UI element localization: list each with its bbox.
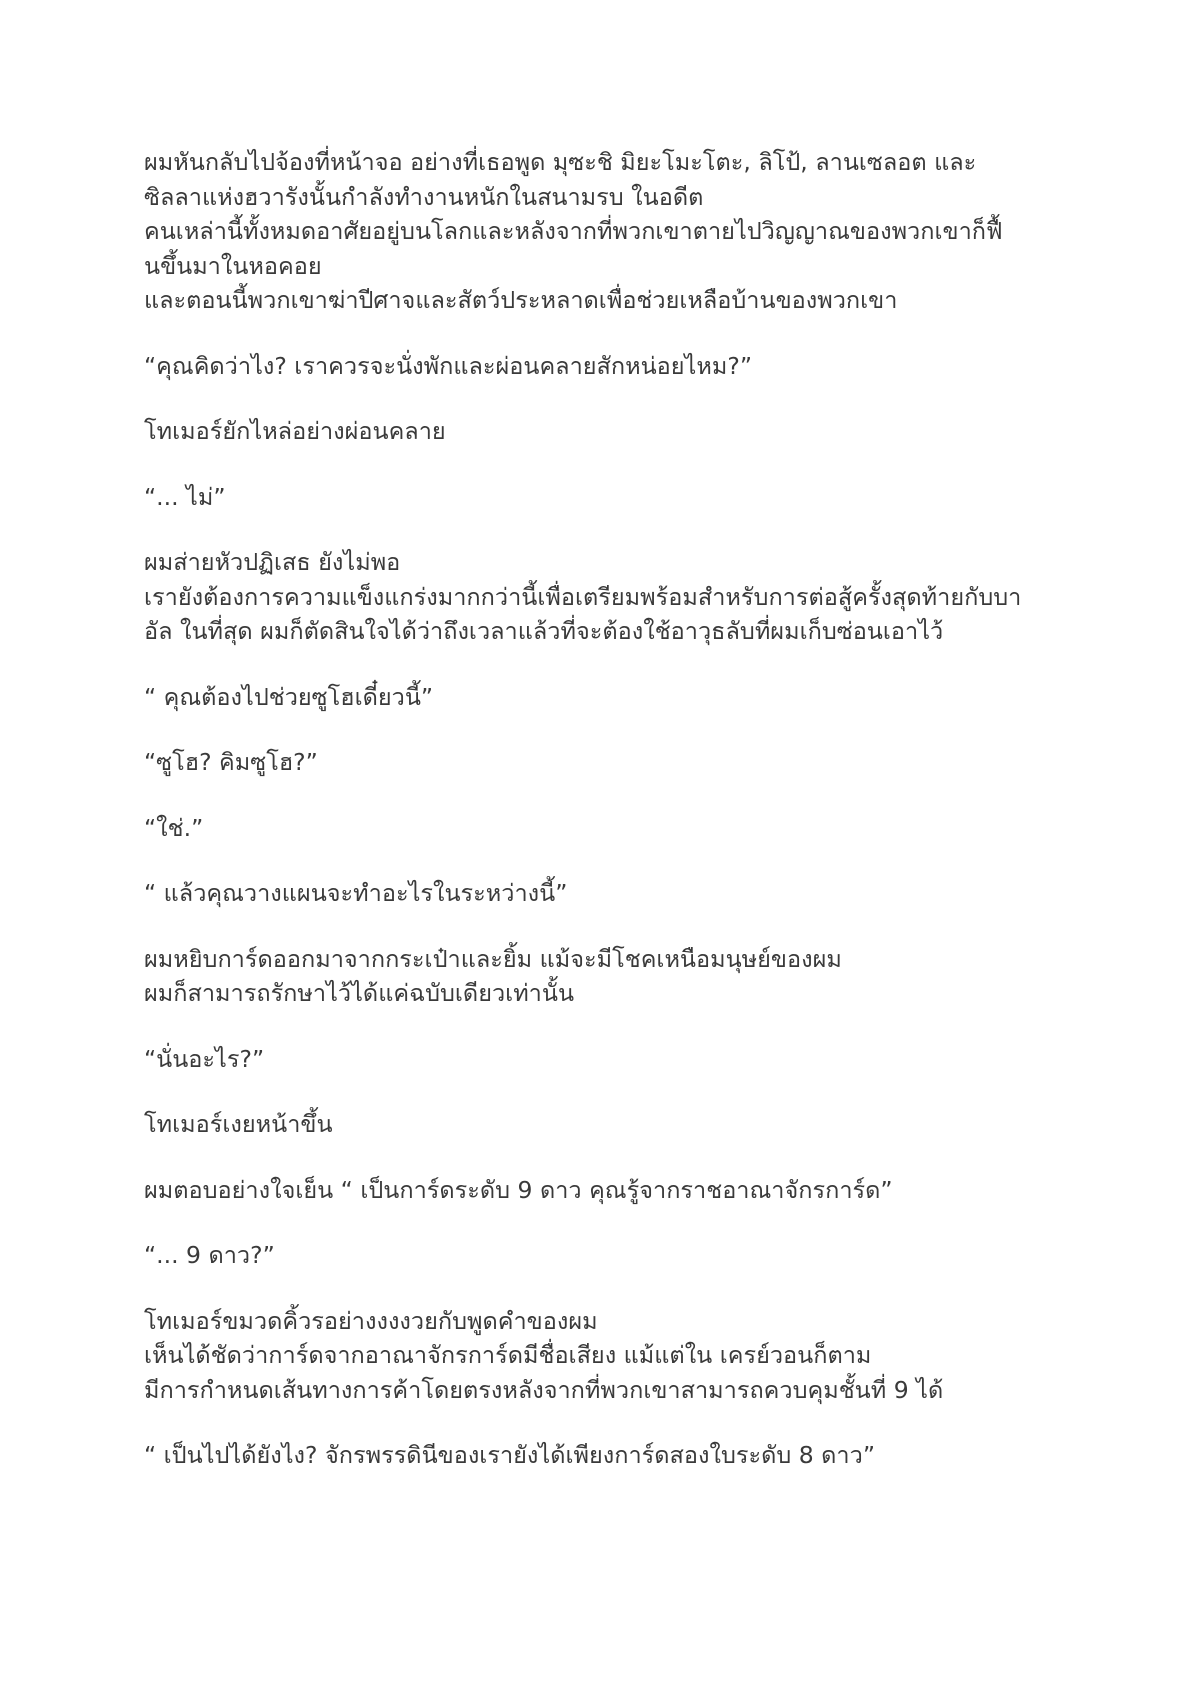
text-line: “ใช่.” xyxy=(144,813,204,842)
text-line: ซิลลาแห่งฮวารังนั้นกำลังทำงานหนักในสนามรบ ในอดีต xyxy=(144,182,704,211)
text-line: “... ไม่” xyxy=(144,482,226,511)
text-line: “ซูโฮ? คิมซูโฮ?” xyxy=(144,748,318,776)
paragraph xyxy=(144,1304,1064,1408)
paragraph xyxy=(144,545,1064,649)
paragraph xyxy=(144,1042,1064,1077)
text-line: ผมหันกลับไปจ้องที่หน้าจอ อย่างที่เธอพูด มุซะชิ มิยะโมะโตะ, ลิโป้, ลานเซลอต และ xyxy=(144,148,977,176)
text-line: “... 9 ดาว?” xyxy=(144,1241,275,1269)
paragraph xyxy=(144,745,1064,780)
paragraph xyxy=(144,942,1064,1011)
text-line: “คุณคิดว่าไง? เราควรจะนั่งพักและผ่อนคลายสักหน่อยไหม?” xyxy=(144,351,753,380)
text-line: ผมตอบอย่างใจเย็น “ เป็นการ์ดระดับ 9 ดาว คุณรู้จากราชอาณาจักรการ์ด” xyxy=(144,1175,893,1204)
paragraph xyxy=(144,414,1064,449)
paragraph xyxy=(144,1173,1064,1208)
text-line: ผมหยิบการ์ดออกมาจากกระเป๋าและยิ้ม แม้จะมีโชคเหนือมนุษย์ของผม xyxy=(144,944,842,973)
text-line: มีการกำหนดเส้นทางการค้าโดยตรงหลังจากที่พวกเขาสามารถควบคุมชั้นที่ 9 ได้ xyxy=(144,1375,944,1404)
text-line: เห็นได้ชัดว่าการ์ดจากอาณาจักรการ์ดมีชื่อเสียง แม้แต่ใน เครย์วอนก็ตาม xyxy=(144,1341,872,1369)
text-line: “ คุณต้องไปช่วยซูโฮเดี๋ยวนี้” xyxy=(144,682,434,711)
text-line: “นั่นอะไร?” xyxy=(144,1044,265,1073)
paragraph xyxy=(144,145,1064,318)
paragraph xyxy=(144,1238,1064,1273)
paragraph xyxy=(144,811,1064,846)
text-line: คนเหล่านี้ทั้งหมดอาศัยอยู่บนโลกและหลังจากที่พวกเขาตายไปวิญญาณของพวกเขาก็ฟื้ xyxy=(144,217,1003,245)
paragraph xyxy=(144,1107,1064,1142)
text-line: ผมส่ายหัวปฏิเสธ ยังไม่พอ xyxy=(144,548,401,576)
paragraph xyxy=(144,480,1064,515)
text-line: ผมก็สามารถรักษาไว้ได้แค่ฉบับเดียวเท่านั้น xyxy=(144,979,575,1007)
paragraph xyxy=(144,680,1064,715)
text-line: นขึ้นมาในหอคอย xyxy=(144,251,322,280)
document-body xyxy=(144,145,1064,1504)
paragraph xyxy=(144,349,1064,384)
text-line: โทเมอร์เงยหน้าขึ้น xyxy=(144,1110,333,1138)
text-line: โทเมอร์ขมวดคิ้วรอย่างงงงวยกับพูดคำของผม xyxy=(144,1306,598,1335)
text-line: และตอนนี้พวกเขาฆ่าปีศาจและสัตว์ประหลาดเพื่อช่วยเหลือบ้านของพวกเขา xyxy=(144,286,898,314)
paragraph xyxy=(144,1438,1064,1473)
text-line: “ แล้วคุณวางแผนจะทำอะไรในระหว่างนี้” xyxy=(144,879,568,907)
text-line: อัล ในที่สุด ผมก็ตัดสินใจได้ว่าถึงเวลาแล้วที่จะต้องใช้อาวุธลับที่ผมเก็บซ่อนเอาไว้ xyxy=(144,617,944,645)
paragraph xyxy=(144,876,1064,911)
text-line: เรายังต้องการความแข็งแกร่งมากกว่านี้เพื่อเตรียมพร้อมสำหรับการต่อสู้ครั้งสุดท้ายกับบา xyxy=(144,582,1022,611)
text-line: โทเมอร์ยักไหล่อย่างผ่อนคลาย xyxy=(144,417,446,445)
text-line: “ เป็นไปได้ยังไง? จักรพรรดินีของเรายังได้เพียงการ์ดสองใบระดับ 8 ดาว” xyxy=(144,1441,876,1469)
